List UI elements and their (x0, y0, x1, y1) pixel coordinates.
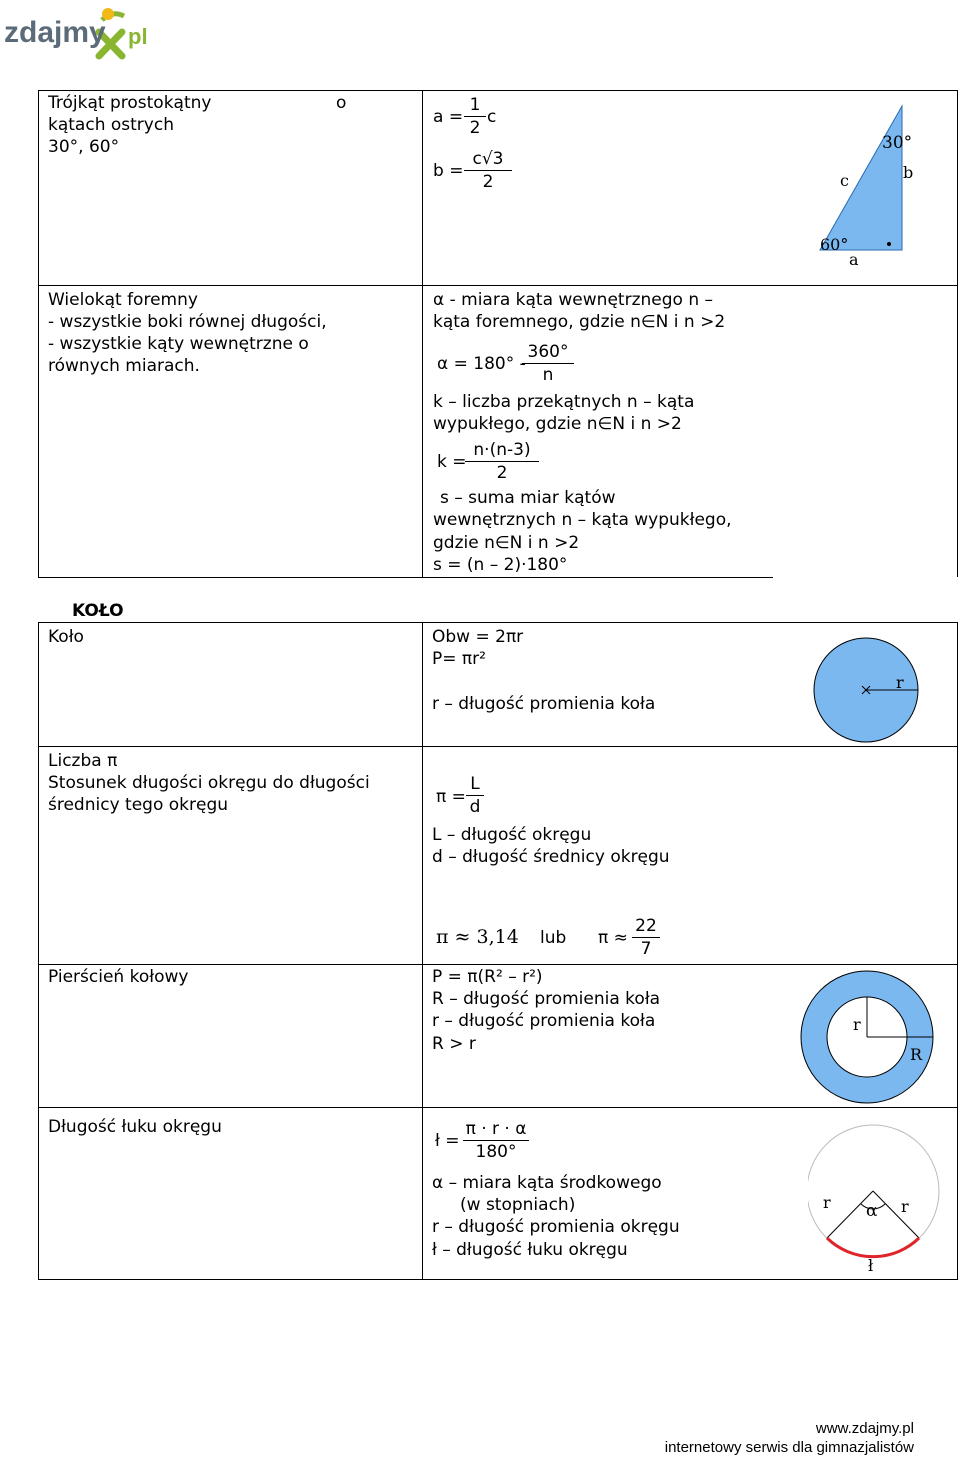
arc-num: π · r · α (463, 1118, 529, 1141)
footer-tagline: internetowy serwis dla gimnazjalistów (664, 1439, 914, 1456)
pi-title-line3: średnicy tego okręgu (48, 795, 229, 815)
polygon-title-line2: - wszystkie boki równej długości, (48, 312, 327, 332)
formula-a-right: c (487, 107, 497, 127)
polygon-title-line4: równych miarach. (48, 356, 200, 376)
table2-left-border (38, 622, 39, 1279)
pi-approx2-left: π ≈ (598, 928, 628, 948)
polygon-title-line3: - wszystkie kąty wewnętrzne o (48, 334, 309, 354)
table1-row-divider (38, 285, 958, 286)
pi-den: d (469, 797, 481, 817)
table2-top-border (38, 622, 958, 623)
logo-suffix: pl (128, 24, 148, 49)
formula-a-den: 2 (469, 118, 481, 138)
arc-title: Długość łuku okręgu (48, 1117, 222, 1137)
table2-divider-1 (38, 746, 958, 747)
table1-top-border (38, 90, 958, 91)
circle-area-formula: P= πr² (432, 649, 486, 669)
table1-left-border (38, 90, 39, 577)
table1-right-border (957, 90, 958, 577)
table1-bottom-border (38, 577, 773, 578)
s-def-line3: gdzie n∈N i n >2 (433, 533, 580, 553)
angle-label-60: 60° (820, 235, 849, 254)
pi-formula-left: π = (436, 787, 466, 807)
formula-b-left: b = (433, 161, 464, 181)
triangle-shape (820, 106, 902, 250)
pi-L-desc: L – długość okręgu (432, 825, 592, 845)
circle-diagram (812, 636, 920, 744)
ring-label-R: R (910, 1045, 923, 1064)
circle-radius-desc: r – długość promienia koła (432, 694, 656, 714)
pi-lub: lub (540, 928, 567, 948)
circle-perimeter-formula: Obw = 2πr (432, 627, 524, 647)
pi-title-line1: Liczba π (48, 751, 118, 771)
k-fraction (465, 439, 539, 484)
s-formula: s = (n – 2)·180° (433, 555, 568, 575)
pi-approx2-den: 7 (640, 939, 652, 959)
formula-b-num: c√3 (464, 148, 512, 171)
formula-a-num: 1 (464, 94, 486, 117)
alpha-fraction (522, 341, 574, 386)
triangle-title-line3: 30°, 60° (48, 137, 120, 157)
s-def-line1: s – suma miar kątów (440, 488, 616, 508)
alpha-formula-left: α = 180° - (437, 354, 526, 374)
arc-highlight (827, 1238, 919, 1257)
ring-label-r: r (853, 1015, 861, 1034)
site-logo[interactable] (4, 4, 164, 62)
arc-alpha-desc2: (w stopniach) (460, 1195, 576, 1215)
circle-title: Koło (48, 627, 84, 647)
table1-col-divider (422, 90, 423, 577)
angle-label-30: 30° (882, 133, 913, 153)
side-label-a: a (849, 250, 859, 269)
table2-divider-2 (38, 964, 958, 965)
side-label-b: b (903, 163, 914, 182)
table2-right-border (957, 622, 958, 1279)
s-def-line2: wewnętrznych n – kąta wypukłego, (433, 510, 732, 530)
pi-approx2-fraction (632, 915, 660, 960)
pi-approx-decimal: π ≈ 3,14 (436, 926, 519, 948)
polygon-title-line1: Wielokąt foremny (48, 290, 198, 310)
alpha-den: n (542, 365, 554, 385)
alpha-num: 360° (522, 341, 574, 364)
arc-diagram (808, 1116, 948, 1276)
ring-r-desc: r – długość promienia koła (432, 1011, 656, 1031)
pi-num: L (466, 773, 484, 796)
right-angle-dot (887, 242, 891, 246)
pi-fraction (466, 773, 484, 818)
table2-col-divider (422, 622, 423, 1279)
logo-text: zdajmy (4, 16, 106, 49)
arc-label-r-left: r (823, 1193, 831, 1212)
arc-label-alpha: α (866, 1201, 878, 1221)
k-def-line2: wypukłego, gdzie n∈N i n >2 (433, 414, 682, 434)
triangle-title-line1: Trójkąt prostokątny (48, 93, 212, 113)
pi-title-line2: Stosunek długości okręgu do długości (48, 773, 370, 793)
ring-diagram (798, 968, 936, 1106)
arc-label-r-right: r (901, 1197, 909, 1216)
arc-den: 180° (475, 1142, 517, 1162)
alpha-def-line2: kąta foremnego, gdzie n∈N i n >2 (433, 312, 726, 332)
k-def-line1: k – liczba przekątnych n – kąta (433, 392, 695, 412)
side-label-c: c (840, 171, 849, 190)
k-den: 2 (496, 463, 508, 483)
triangle-title-o: o (336, 93, 347, 113)
arc-r-desc: r – długość promienia okręgu (432, 1217, 680, 1237)
triangle-title-line2: kątach ostrych (48, 115, 174, 135)
table2-bottom-border (38, 1279, 958, 1280)
right-triangle-diagram (805, 98, 935, 270)
circle-label-r: r (896, 673, 904, 692)
ring-area-formula: P = π(R² – r²) (432, 967, 543, 987)
ring-condition: R > r (432, 1034, 476, 1054)
pi-d-desc: d – długość średnicy okręgu (432, 847, 670, 867)
pi-approx2-num: 22 (632, 915, 660, 938)
k-formula-left: k = (437, 452, 467, 472)
arc-label-l: ł (868, 1256, 874, 1275)
arc-radius-right (873, 1191, 919, 1238)
formula-b-fraction (464, 148, 512, 193)
ring-title: Pierścień kołowy (48, 967, 189, 987)
arc-fraction (463, 1118, 529, 1163)
arc-l-desc: ł – długość łuku okręgu (432, 1240, 628, 1260)
arc-alpha-desc: α – miara kąta środkowego (432, 1173, 662, 1193)
section-heading-kolo: KOŁO (72, 601, 124, 621)
alpha-def-line1: α - miara kąta wewnętrznego n – (433, 290, 713, 310)
footer-url[interactable]: www.zdajmy.pl (815, 1420, 914, 1437)
ring-R-desc: R – długość promienia koła (432, 989, 661, 1009)
formula-a-fraction (464, 94, 486, 139)
table2-divider-3 (38, 1107, 958, 1108)
formula-b-den: 2 (482, 172, 494, 192)
arc-formula-left: ł = (435, 1131, 460, 1151)
formula-a-left: a = (433, 107, 464, 127)
k-num: n·(n-3) (465, 439, 539, 462)
